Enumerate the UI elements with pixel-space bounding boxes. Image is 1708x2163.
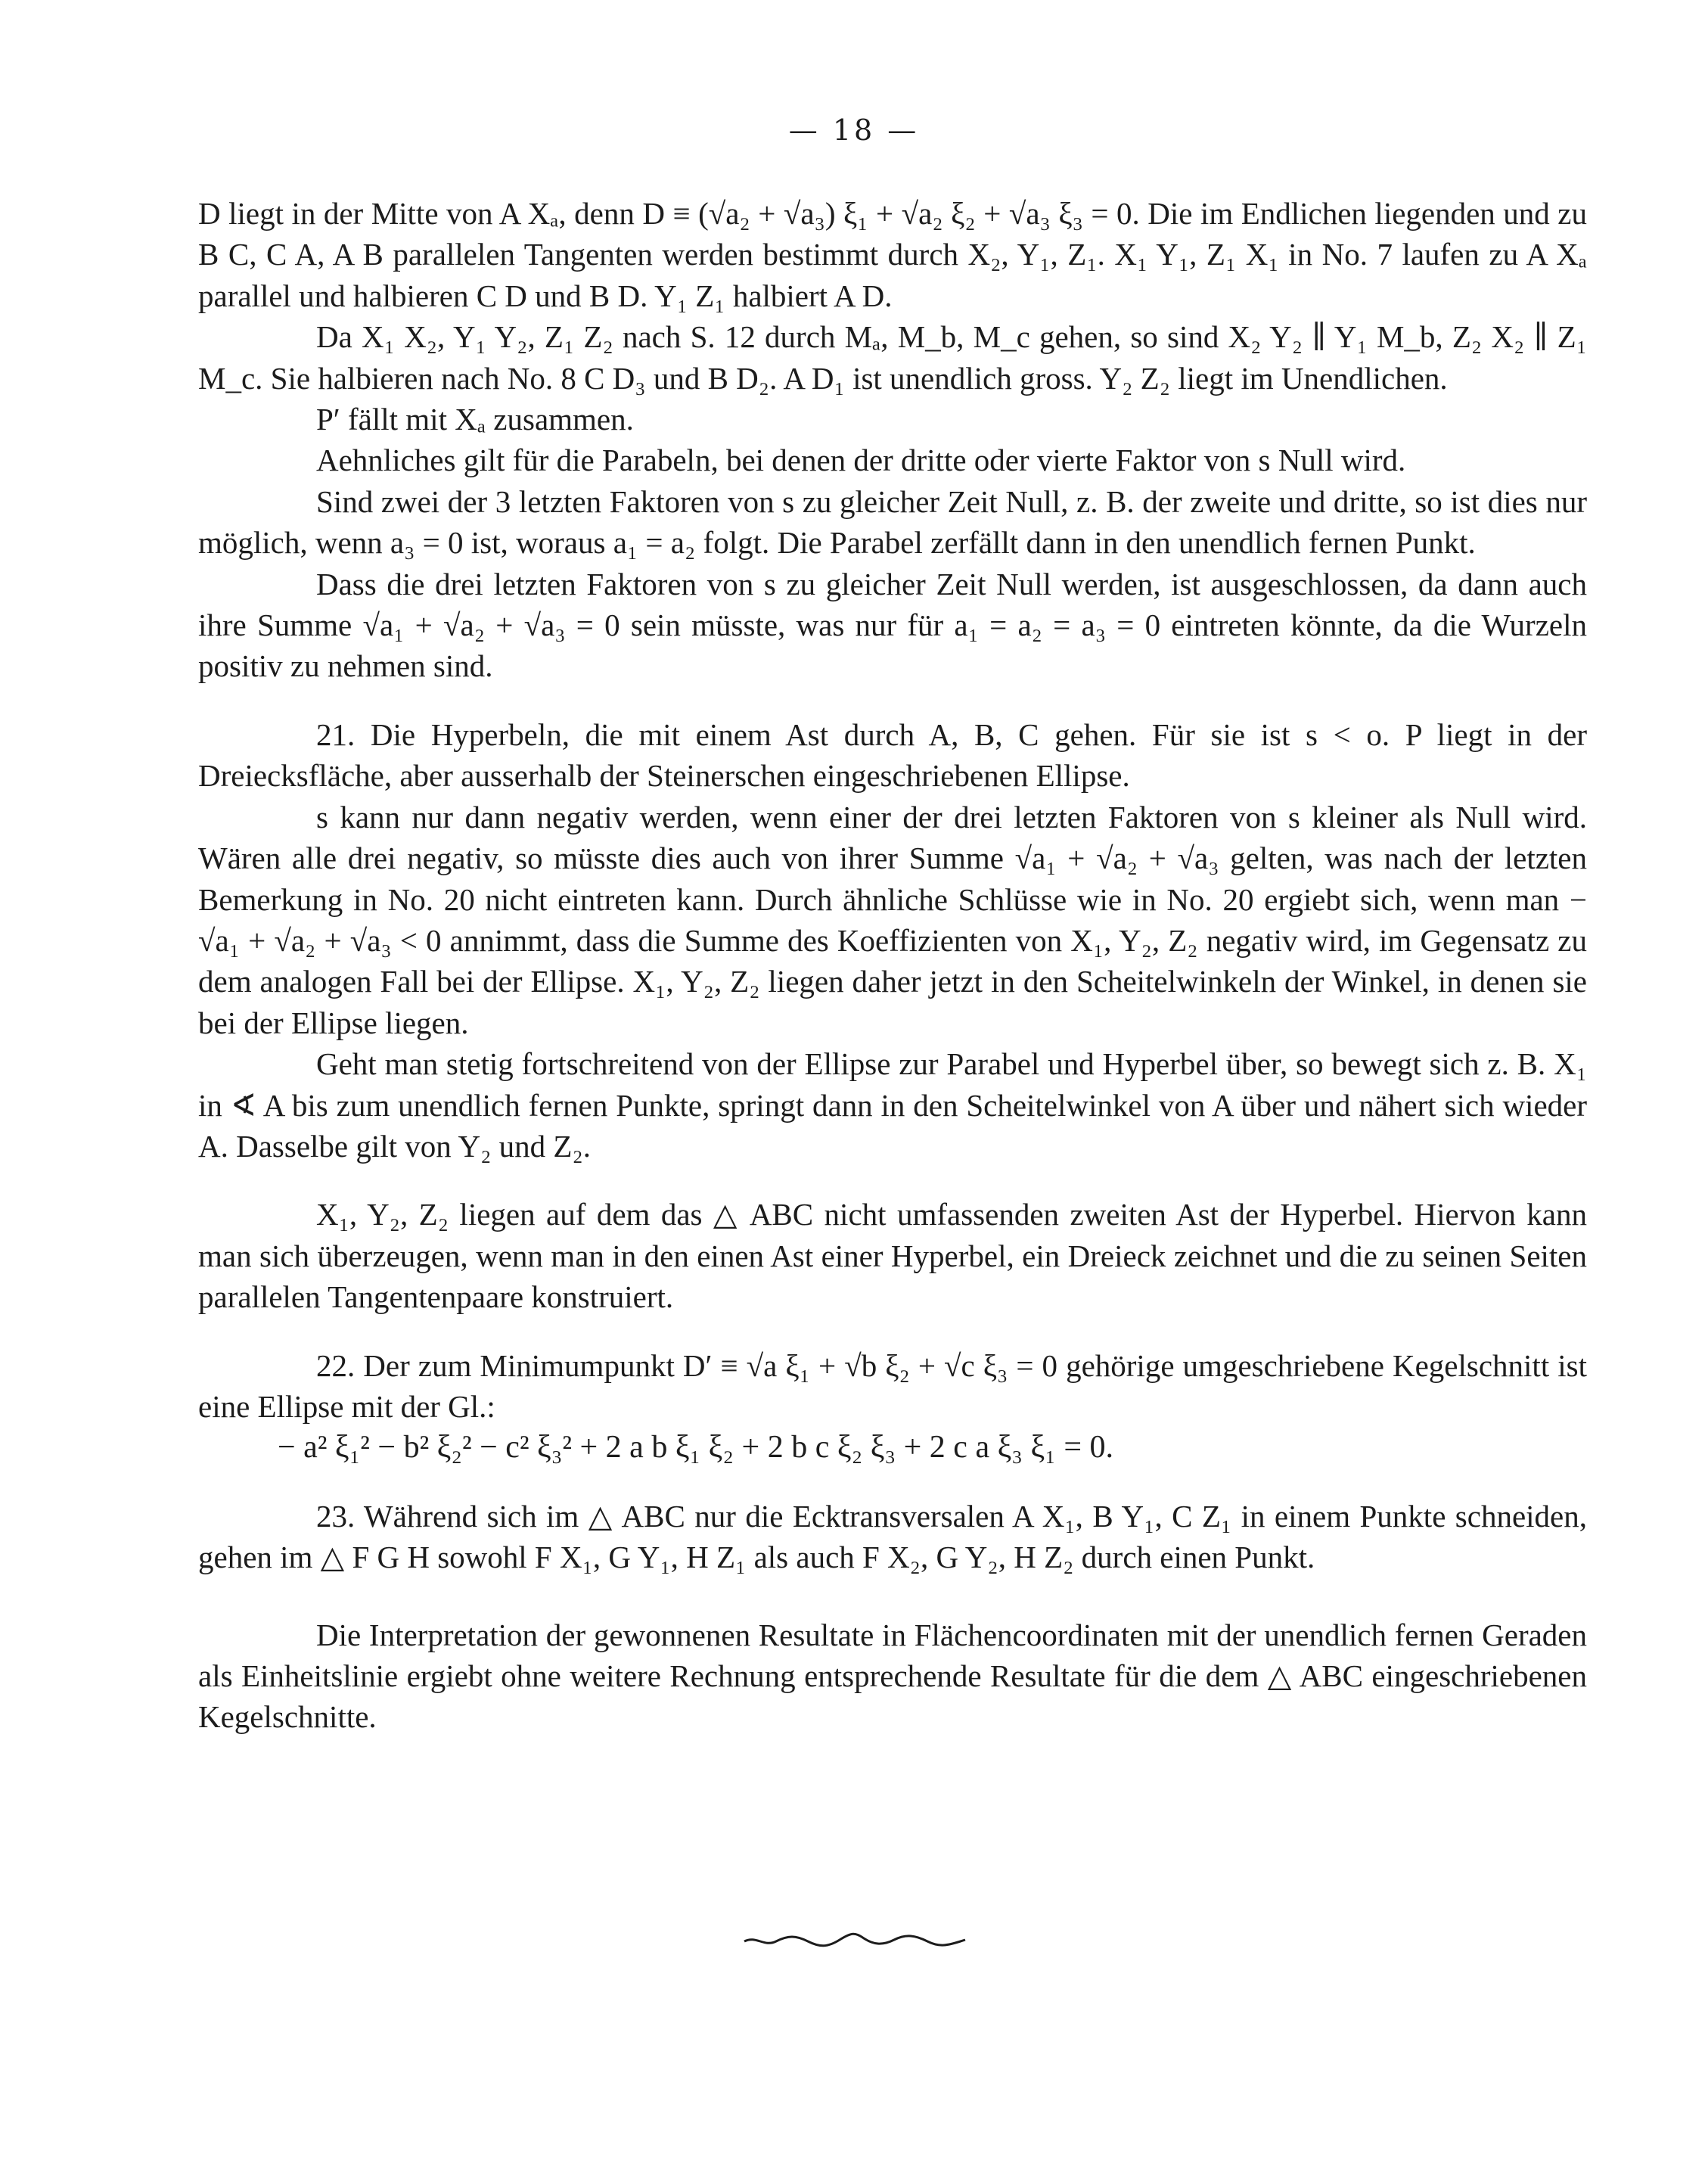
paragraph-interpretation: Die Interpretation der gewonnenen Resultate in Flächencoordinaten mit der unendlich fernen Geraden als Einheitslinie ergiebt ohne weitere Rechnung entsprechende Resultate für die dem △ ABC eingeschriebenen Kegelschnitte. bbox=[198, 1617, 1587, 1735]
paragraph-two-factors: Sind zwei der 3 letzten Faktoren von s zu gleicher Zeit Null, z. B. der zweite und dritte, so ist dies nur möglich, wenn a₃ = 0 ist, woraus a₁ = a₂ folgt. Die Parabel zerfällt dann in den unendlich fernen Punkt. bbox=[198, 483, 1587, 561]
paragraph-parabeln: Aehnliches gilt für die Parabeln, bei denen der dritte oder vierte Faktor von s Null wird. bbox=[316, 443, 1406, 478]
page-body bbox=[198, 193, 1587, 1738]
paragraph-continuous-transition: Geht man stetig fortschreitend von der Ellipse zur Parabel und Hyperbel über, so bewegt sich z. B. X₁ in ∢ A bis zum unendlich fernen Punkte, springt dann in den Scheitelwinkel von A über und nähert sich wieder A. Dasselbe gilt von Y₂ und Z₂. bbox=[198, 1046, 1587, 1164]
section-22-heading: 22. Der zum Minimumpunkt D′ ≡ √a ξ₁ + √b ξ₂ + √c ξ₃ = 0 gehörige umgeschriebene Kegelschnitt ist eine Ellipse mit der Gl.: bbox=[198, 1347, 1587, 1424]
paragraph-d-midpoint: D liegt in der Mitte von A Xₐ, denn D ≡ (√a₂ + √a₃) ξ₁ + √a₂ ξ₂ + √a₃ ξ₃ = 0. Die im Endlichen liegenden und zu B C, C A, A B parallelen Tangenten werden bestimmt durch X₂, Y₁, Z₁. X₁ Y₁, Z₁ X₁ in No. 7 laufen zu A Xₐ parallel und halbieren C D und B D. Y₁ Z₁ halbiert A D. bbox=[198, 196, 1587, 313]
paragraph-p-prime: P′ fällt mit Xₐ zusammen. bbox=[316, 402, 634, 437]
ellipse-equation: − a² ξ₁² − b² ξ₂² − c² ξ₃² + 2 a b ξ₁ ξ₂ + 2 b c ξ₂ ξ₃ + 2 c a ξ₃ ξ₁ = 0. bbox=[278, 1430, 1114, 1465]
section-21-heading: 21. Die Hyperbeln, die mit einem Ast durch A, B, C gehen. Für sie ist s < o. P liegt in der Dreiecksfläche, aber ausserhalb der Steinerschen eingeschriebenen Ellipse. bbox=[198, 716, 1587, 794]
paragraph-second-branch: X₁, Y₂, Z₂ liegen auf dem das △ ABC nicht umfassenden zweiten Ast der Hyperbel. Hiervon kann man sich überzeugen, wenn man in den einen Ast einer Hyperbel, ein Dreieck zeichnet und die zu seinen Seiten parallelen Tangentenpaare konstruiert. bbox=[198, 1197, 1587, 1315]
page-number: — 18 — bbox=[788, 113, 920, 147]
paragraph-s-negative: s kann nur dann negativ werden, wenn einer der drei letzten Faktoren von s kleiner als Null wird. Wären alle drei negativ, so müsste dies auch von ihrer Summe √a₁ + √a₂ + √a₃ gelten, was nach der letzten Bemerkung in No. 20 nicht eintreten kann. Durch ähnliche Schlüsse wie in No. 20 ergiebt sich, wenn man − √a₁ + √a₂ + √a₃ < 0 annimmt, dass die Summe des Koeffizienten von X₁, Y₂, Z₂ negativ wird, im Gegensatz zu dem analogen Fall bei der Ellipse. X₁, Y₂, Z₂ liegen daher jetzt in den Scheitelwinkeln der Winkel, in denen sie bei der Ellipse liegen. bbox=[198, 799, 1587, 1040]
paragraph-parallel-lines: Da X₁ X₂, Y₁ Y₂, Z₁ Z₂ nach S. 12 durch Mₐ, M_b, M_c gehen, so sind X₂ Y₂ ∥ Y₁ M_b, Z₂ X₂ ∥ Z₁ M_c. Sie halbieren nach No. 8 C D₃ und B D₂. A D₁ ist unendlich gross. Y₂ Z₂ liegt im Unendlichen. bbox=[198, 319, 1587, 396]
section-23-heading: 23. Während sich im △ ABC nur die Ecktransversalen A X₁, B Y₁, C Z₁ in einem Punkte schneiden, gehen im △ F G H sowohl F X₁, G Y₁, H Z₁ als auch F X₂, G Y₂, H Z₂ durch einen Punkt. bbox=[198, 1498, 1587, 1575]
paragraph-three-factors: Dass die drei letzten Faktoren von s zu gleicher Zeit Null werden, ist ausgeschlossen, da dann auch ihre Summe √a₁ + √a₂ + √a₃ = 0 sein müsste, was nur für a₁ = a₂ = a₃ = 0 eintreten könnte, da die Wurzeln positiv zu nehmen sind. bbox=[198, 566, 1587, 684]
end-flourish-ornament bbox=[741, 1928, 968, 1950]
